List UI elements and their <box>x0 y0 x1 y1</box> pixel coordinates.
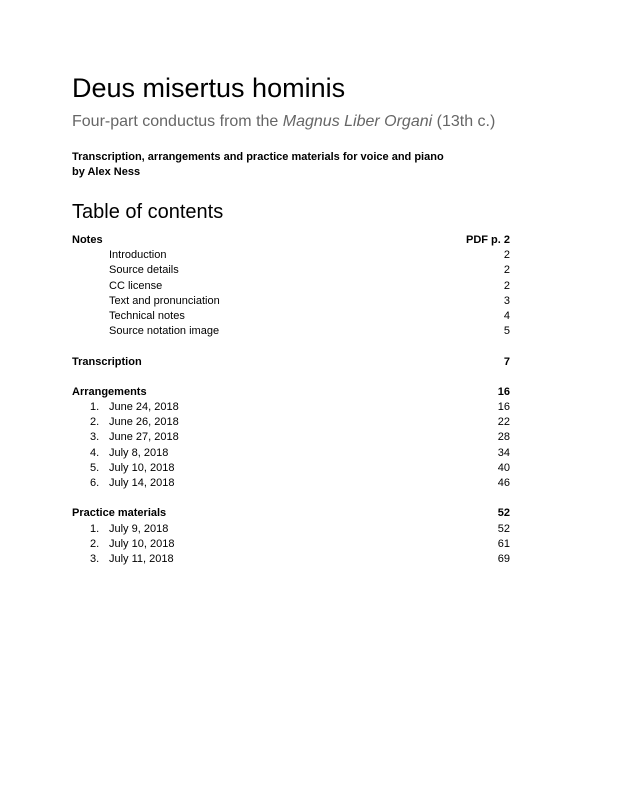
subtitle-source-title: Magnus Liber Organi <box>282 113 433 130</box>
toc-entry-label: Text and pronunciation <box>109 294 220 307</box>
toc-entry-number: 2. <box>90 537 100 550</box>
toc-section-page: PDF p. 2 <box>465 234 510 246</box>
toc-entry-number: 4. <box>90 446 100 459</box>
toc-entry-page: 46 <box>497 477 510 489</box>
toc-entry[interactable] <box>72 279 510 294</box>
toc-entry-label: Source details <box>109 264 179 277</box>
toc-entry-page: 52 <box>497 522 510 535</box>
toc-spacer <box>72 491 510 506</box>
toc-entry[interactable] <box>72 476 510 491</box>
toc-entry[interactable] <box>72 415 510 430</box>
toc-entry-page: 2 <box>503 279 510 292</box>
toc-entry-label: July 10, 2018 <box>109 461 175 474</box>
toc-entry-label: July 14, 2018 <box>109 477 175 489</box>
toc-entry-label: Technical notes <box>109 309 185 322</box>
toc-entry[interactable] <box>72 263 510 278</box>
toc-entry[interactable] <box>72 537 510 552</box>
toc-entry-page: 61 <box>497 537 510 550</box>
toc-entry-label: July 9, 2018 <box>109 522 169 535</box>
toc-entry-label: CC license <box>109 279 163 292</box>
toc-spacer <box>72 370 510 385</box>
toc-entry[interactable] <box>72 400 510 415</box>
toc-entry-page: 5 <box>503 325 510 338</box>
toc-heading: Table of contents <box>72 201 224 223</box>
toc-section-arrangements[interactable] <box>72 385 510 400</box>
toc-entry-number: 6. <box>90 477 100 489</box>
toc-entry-number: 1. <box>90 522 100 535</box>
toc-section-label: Arrangements <box>72 385 147 398</box>
toc-entry-page: 3 <box>503 294 510 307</box>
subtitle-suffix: (13th c.) <box>432 113 496 130</box>
document-subtitle <box>72 112 495 132</box>
toc-entry[interactable] <box>72 446 510 461</box>
toc-entry-number: 1. <box>90 401 100 414</box>
toc-entry-label: July 8, 2018 <box>109 446 169 459</box>
toc-entry[interactable] <box>72 522 510 537</box>
toc-entry-label: Introduction <box>109 249 167 262</box>
toc-section-label: Practice materials <box>72 507 167 520</box>
toc-entry-number: 3. <box>90 552 100 565</box>
toc-section-page: 52 <box>497 507 510 520</box>
toc-entry-page: 2 <box>503 249 510 262</box>
toc-entry-number: 2. <box>90 416 100 429</box>
toc-section-practice-materials[interactable] <box>72 506 510 521</box>
toc-entry-number: 5. <box>90 461 100 474</box>
toc-entry[interactable] <box>72 552 510 567</box>
byline <box>72 150 444 180</box>
toc-section-label: Transcription <box>72 355 142 368</box>
toc-entry-label: June 27, 2018 <box>109 431 179 444</box>
toc-entry-page: 4 <box>503 309 510 322</box>
document-title: Deus misertus hominis <box>72 73 346 103</box>
toc-entry[interactable] <box>72 294 510 309</box>
toc-entry-label: Source notation image <box>109 325 220 338</box>
toc-section-notes[interactable] <box>72 233 510 248</box>
toc-entry-page: 28 <box>497 431 510 444</box>
toc-entry-page: 34 <box>497 446 510 459</box>
toc-entry-page: 2 <box>503 264 510 277</box>
table-of-contents <box>72 233 510 567</box>
byline-author: by Alex Ness <box>72 166 141 178</box>
byline-description: Transcription, arrangements and practice materials for voice and piano <box>72 151 444 163</box>
toc-entry[interactable] <box>72 309 510 324</box>
subtitle-prefix: Four-part conductus from the <box>72 113 283 130</box>
toc-entry[interactable] <box>72 248 510 263</box>
toc-entry-label: June 24, 2018 <box>109 401 179 414</box>
toc-section-page: 16 <box>497 385 510 398</box>
toc-entry-page: 40 <box>497 461 510 474</box>
toc-entry-number: 3. <box>90 431 100 444</box>
toc-entry-label: July 11, 2018 <box>109 552 174 565</box>
toc-entry-page: 69 <box>497 552 510 565</box>
toc-entry-label: July 10, 2018 <box>109 537 175 550</box>
toc-spacer <box>72 339 510 354</box>
toc-section-transcription[interactable] <box>72 355 510 370</box>
toc-entry-page: 22 <box>497 416 510 429</box>
toc-entry[interactable] <box>72 324 510 339</box>
toc-entry[interactable] <box>72 461 510 476</box>
toc-entry-label: June 26, 2018 <box>109 416 179 429</box>
toc-entry[interactable] <box>72 430 510 445</box>
toc-section-label: Notes <box>72 234 103 246</box>
toc-entry-page: 16 <box>497 401 510 414</box>
toc-section-page: 7 <box>503 355 510 368</box>
